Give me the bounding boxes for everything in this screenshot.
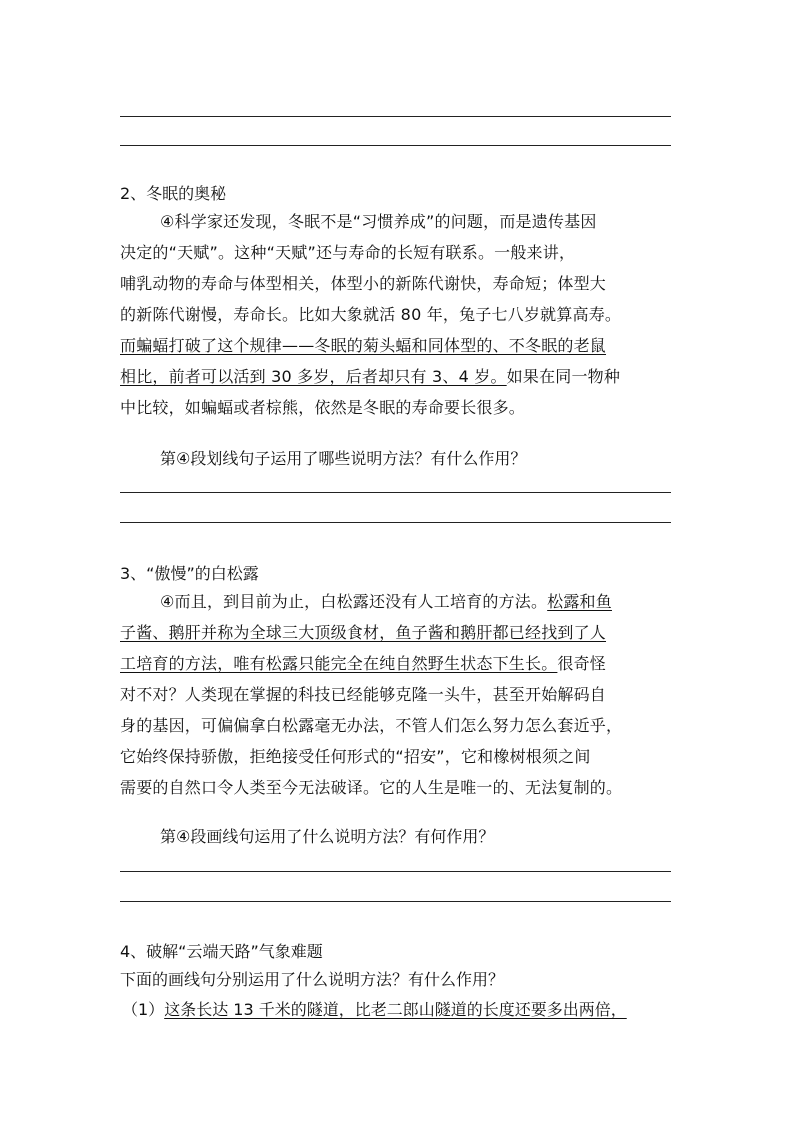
underlined-sentence: 工培育的方法，唯有松露只能完全在纯自然野生状态下生长。: [120, 654, 558, 673]
paragraph-line: ④科学家还发现，冬眠不是“习惯养成”的问题，而是遗传基因: [160, 212, 597, 231]
underlined-sentence: 这条长达 13 千米的隧道，比老二郎山隧道的长度还要多出两倍，: [164, 1000, 627, 1019]
question-text: 第④段划线句子运用了哪些说明方法？有什么作用？: [160, 449, 527, 468]
question-item: [122, 1000, 627, 1020]
underlined-sentence: 相比，前者可以活到 30 多岁，后者却只有 3、4 岁。: [120, 367, 507, 386]
paragraph-line: 相比，前者可以活到 30 多岁，后者却只有 3、4 岁。如果在同一物种: [120, 367, 621, 386]
answer-line[interactable]: [120, 871, 671, 872]
paragraph-line: 对不对？人类现在掌握的科技已经能够克隆一头牛，甚至开始解码自: [120, 685, 607, 704]
underlined-sentence: 松露和鱼: [547, 592, 612, 611]
paragraph-line: 的新陈代谢慢，寿命长。比如大象就活 80 年，兔子七八岁就算高寿。: [120, 305, 622, 324]
paragraph-line: [120, 617, 680, 648]
paragraph-line: [120, 330, 680, 361]
paragraph-line: 身的基因，可偏偏拿白松露毫无办法，不管人们怎么努力怎么套近乎，: [120, 716, 623, 735]
section-heading: 4、破解“云端天路”气象难题: [120, 942, 323, 961]
paragraph-line: 中比较，如蝙蝠或者棕熊，依然是冬眠的寿命要长很多。: [120, 398, 526, 417]
paragraph-line: 哺乳动物的寿命与体型相关，体型小的新陈代谢快，寿命短；体型大: [120, 274, 607, 293]
item-number: （1）: [122, 1000, 165, 1019]
question-text: 第④段画线句运用了什么说明方法？有何作用？: [160, 827, 495, 846]
section-paragraph: [120, 586, 680, 803]
answer-line[interactable]: [120, 901, 671, 902]
underlined-sentence: 而蝙蝠打破了这个规律——冬眠的菊头蝠和同体型的、不冬眠的老鼠: [120, 336, 607, 355]
paragraph-line: ④而且，到目前为止，白松露还没有人工培育的方法。松露和鱼: [160, 592, 612, 611]
section-paragraph: [120, 206, 680, 423]
answer-line[interactable]: [120, 116, 671, 117]
section-heading: 3、“傲慢”的白松露: [120, 564, 259, 583]
paragraph-line: 工培育的方法，唯有松露只能完全在纯自然野生状态下生长。很奇怪: [120, 654, 607, 673]
answer-line[interactable]: [120, 492, 671, 493]
section-heading: 2、冬眠的奥秘: [120, 184, 227, 203]
answer-line[interactable]: [120, 145, 671, 146]
paragraph-line: 决定的“天赋”。这种“天赋”还与寿命的长短有联系。一般来讲，: [120, 243, 576, 262]
answer-line[interactable]: [120, 522, 671, 523]
underlined-sentence: 子酱、鹅肝并称为全球三大顶级食材，鱼子酱和鹅肝都已经找到了人: [120, 623, 607, 642]
question-intro: 下面的画线句分别运用了什么说明方法？有什么作用？: [120, 970, 505, 989]
paragraph-line: 它始终保持骄傲，拒绝接受任何形式的“招安”，它和橡树根须之间: [120, 747, 591, 766]
paragraph-line: 需要的自然口令人类至今无法破译。它的人生是唯一的、无法复制的。: [120, 778, 623, 797]
